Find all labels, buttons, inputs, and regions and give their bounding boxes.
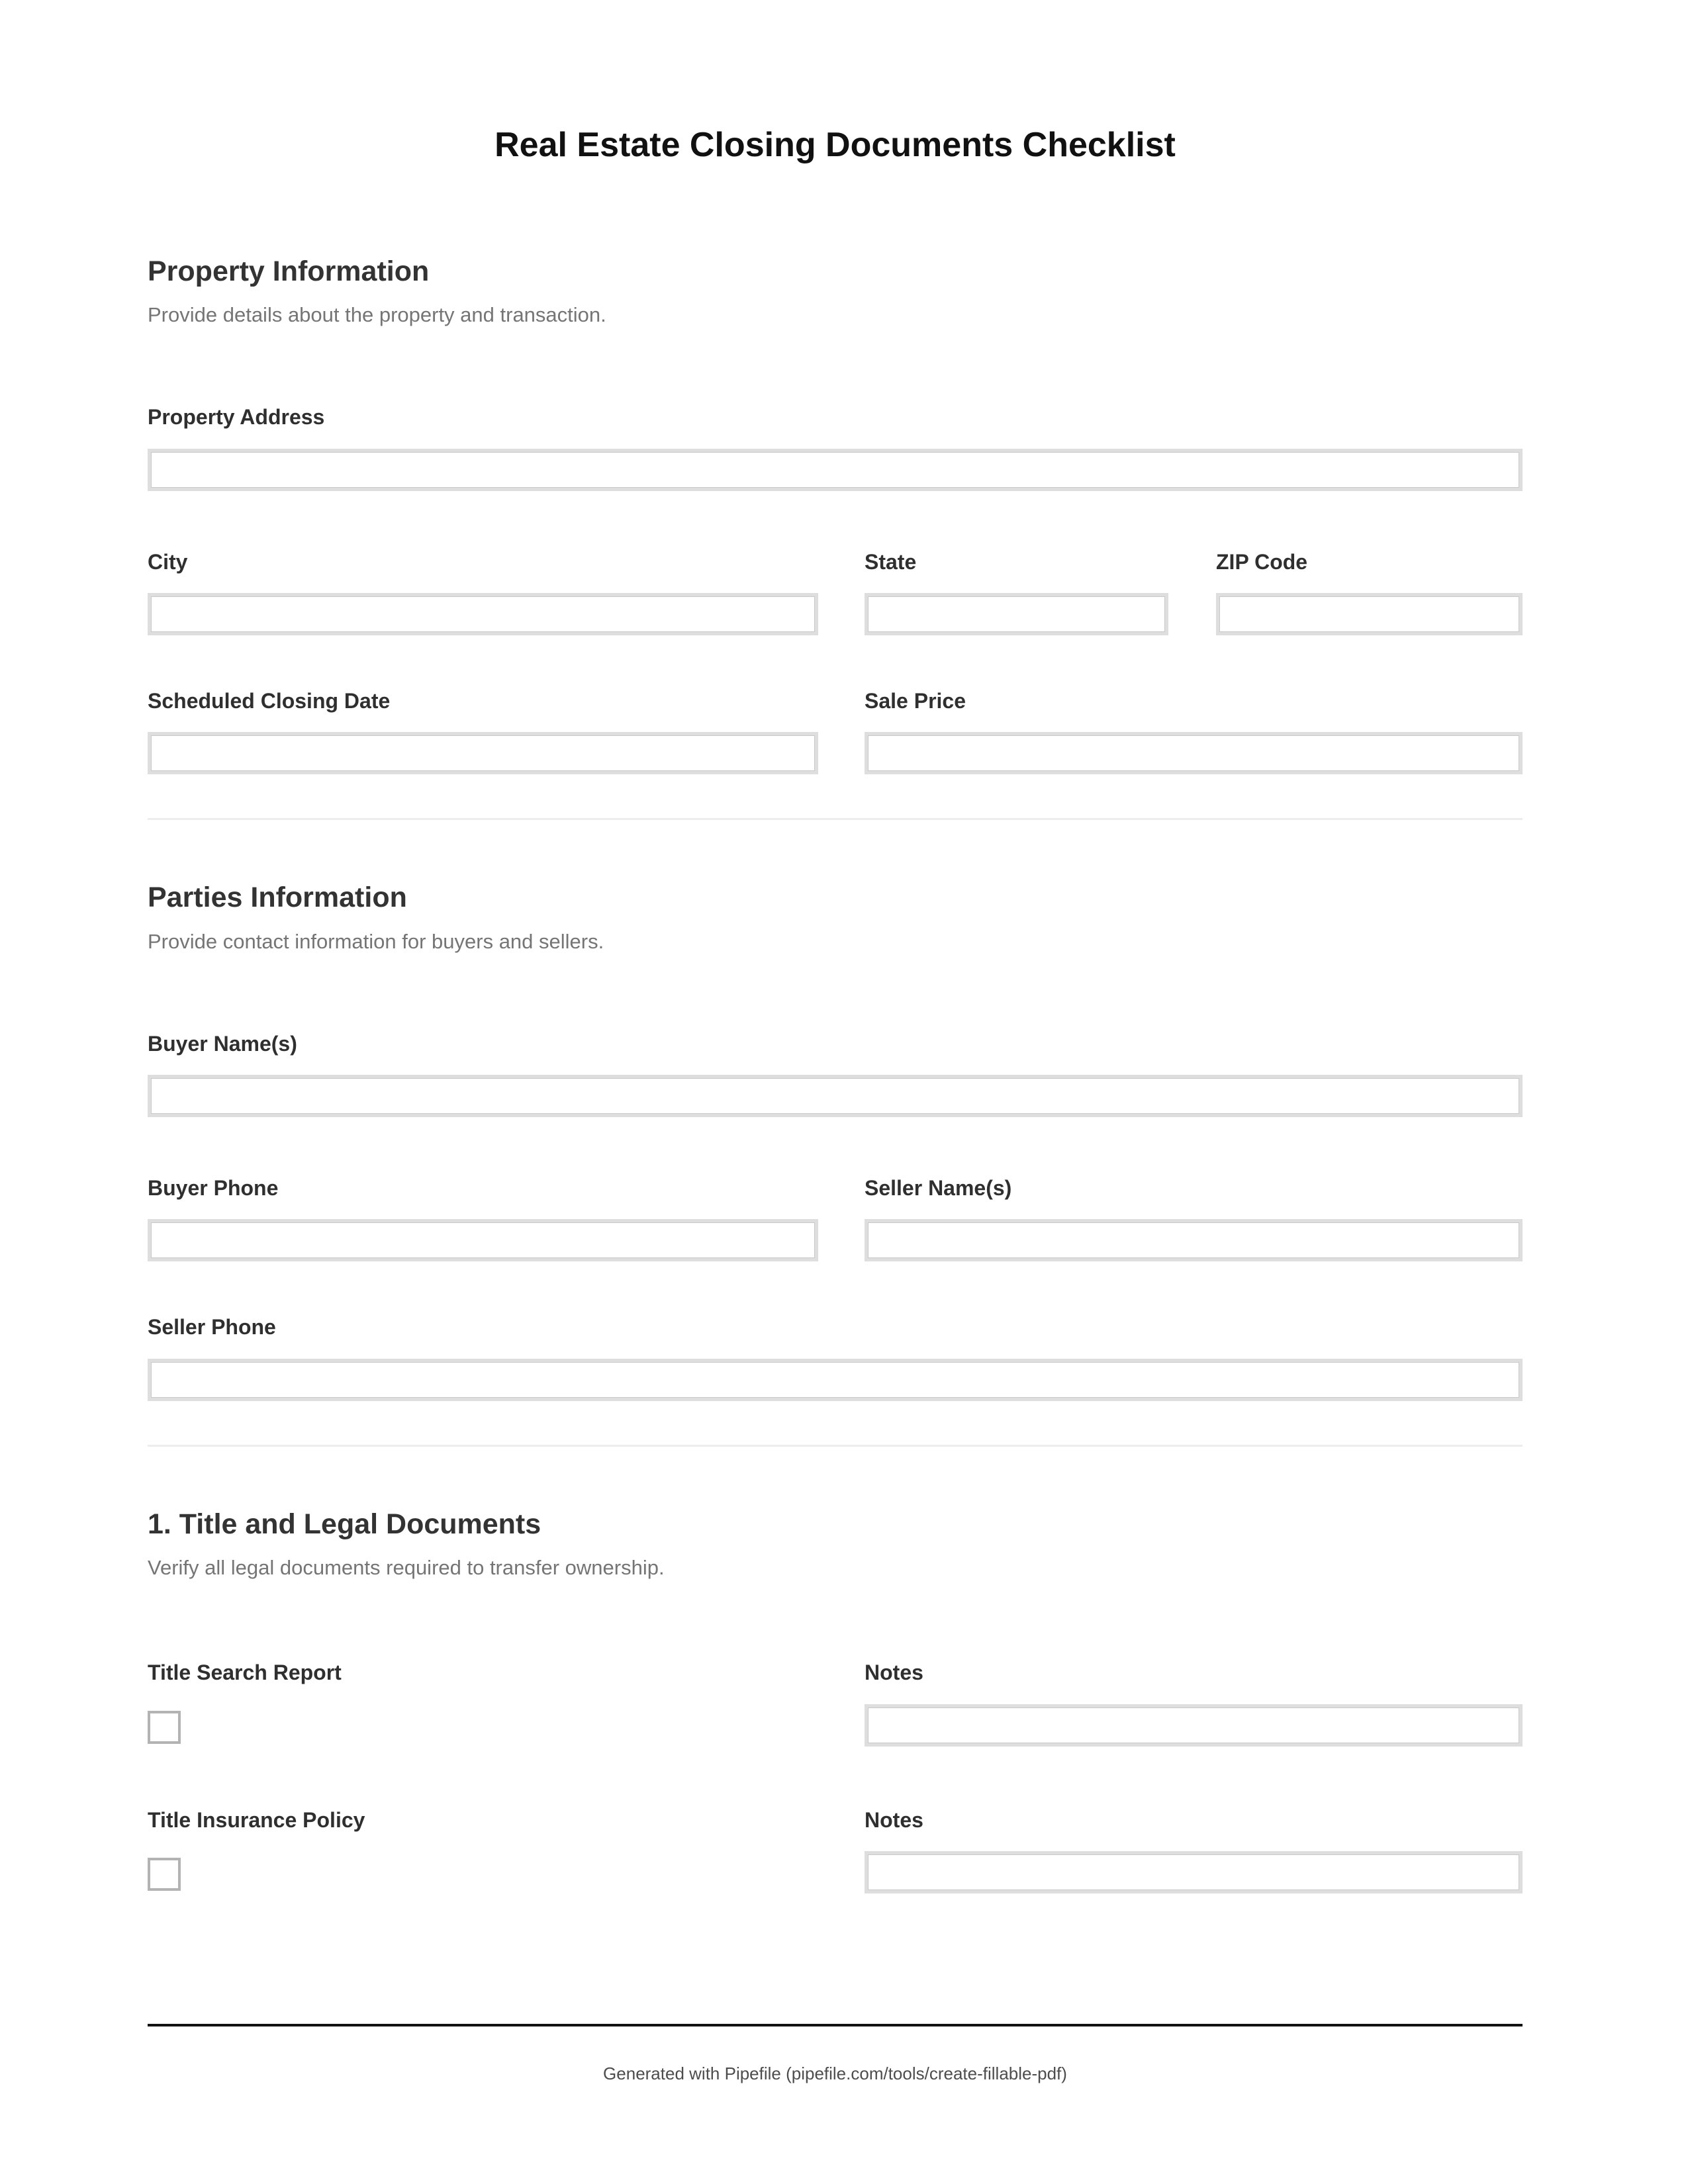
title-search-notes-label: Notes: [865, 1661, 923, 1685]
buyer-phone-input[interactable]: [148, 1219, 818, 1261]
title-insurance-notes-input[interactable]: [865, 1851, 1523, 1893]
closing-date-label: Scheduled Closing Date: [148, 688, 391, 713]
property-section-heading: Property Information: [148, 255, 430, 287]
zip-code-label: ZIP Code: [1216, 549, 1308, 574]
title-docs-section-subtitle: Verify all legal documents required to transfer ownership.: [148, 1556, 665, 1580]
city-label: City: [148, 549, 188, 574]
property-section-subtitle: Provide details about the property and transaction.: [148, 303, 606, 327]
page-title: Real Estate Closing Documents Checklist: [494, 126, 1176, 164]
title-insurance-notes-label: Notes: [865, 1807, 923, 1832]
title-search-report-checkbox[interactable]: [148, 1711, 181, 1744]
city-input[interactable]: [148, 593, 818, 635]
property-address-input[interactable]: [148, 449, 1523, 491]
seller-phone-input[interactable]: [148, 1359, 1523, 1401]
seller-names-input[interactable]: [865, 1219, 1523, 1261]
sale-price-input[interactable]: [865, 732, 1523, 774]
zip-code-input[interactable]: [1216, 593, 1523, 635]
title-docs-section-heading: 1. Title and Legal Documents: [148, 1508, 541, 1540]
footer-rule: [148, 2024, 1523, 2026]
title-search-report-label: Title Search Report: [148, 1661, 342, 1685]
parties-section-subtitle: Provide contact information for buyers and sellers.: [148, 929, 604, 953]
parties-section-heading: Parties Information: [148, 882, 407, 914]
buyer-phone-label: Buyer Phone: [148, 1176, 279, 1201]
seller-phone-label: Seller Phone: [148, 1315, 276, 1340]
title-insurance-policy-label: Title Insurance Policy: [148, 1807, 365, 1832]
sale-price-label: Sale Price: [865, 688, 966, 713]
section-divider: [148, 818, 1523, 820]
closing-date-input[interactable]: [148, 732, 818, 774]
footer-text: Generated with Pipefile (pipefile.com/tools/create-fillable-pdf): [603, 2064, 1067, 2083]
state-label: State: [865, 549, 917, 574]
buyer-names-label: Buyer Name(s): [148, 1031, 297, 1056]
section-divider: [148, 1445, 1523, 1447]
buyer-names-input[interactable]: [148, 1075, 1523, 1117]
seller-names-label: Seller Name(s): [865, 1176, 1012, 1201]
title-search-notes-input[interactable]: [865, 1704, 1523, 1747]
page-footer: [148, 2024, 1523, 2084]
title-insurance-policy-checkbox[interactable]: [148, 1858, 181, 1891]
property-address-label: Property Address: [148, 405, 325, 430]
state-input[interactable]: [865, 593, 1168, 635]
